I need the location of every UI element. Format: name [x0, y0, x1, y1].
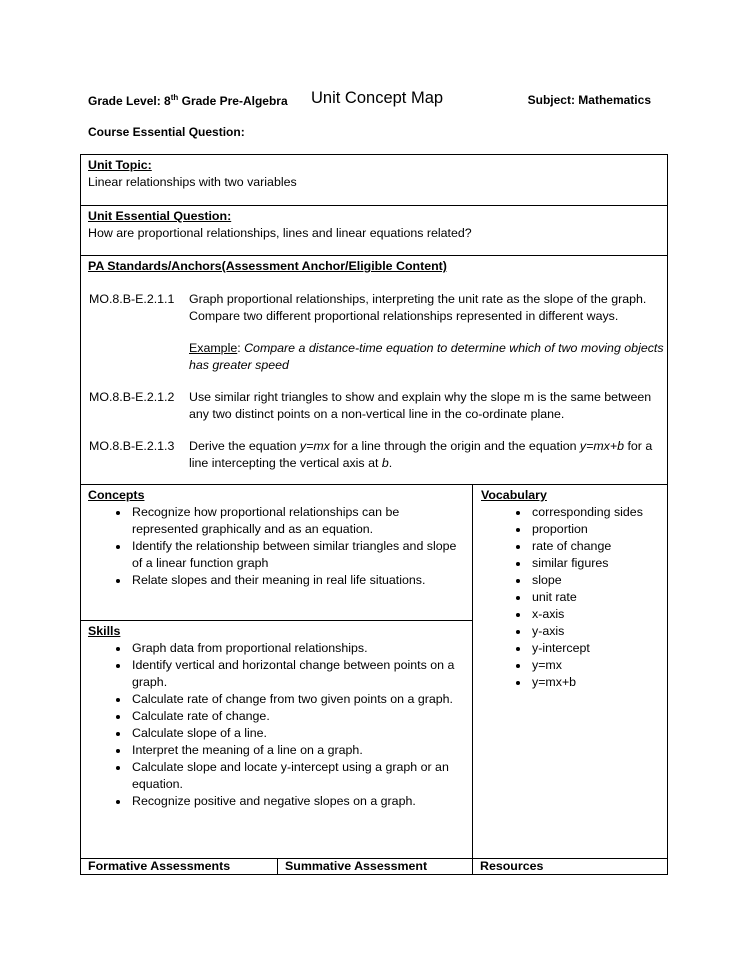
list-item: • rate of change [530, 538, 661, 555]
footer-row [80, 858, 668, 875]
concepts-list [88, 504, 465, 589]
standard-text: Graph proportional relationships, interpreting the unit rate as the slope of the graph. Compare two different proportional relationships represented in different ways. [189, 292, 647, 323]
vocabulary-label: Vocabulary [481, 488, 547, 502]
list-item: • Identify the relationship between similar triangles and slope of a linear function graph [130, 538, 465, 572]
standard-code: MO.8.B-E.2.1.1 [89, 292, 175, 306]
list-item: • Calculate slope of a line. [130, 725, 465, 742]
list-item: • slope [530, 572, 661, 589]
resources-label: Resources [472, 859, 668, 874]
list-item: • x-axis [530, 606, 661, 623]
unit-topic-label: Unit Topic: [88, 158, 152, 172]
vocabulary-cell [473, 485, 669, 693]
variable-b: b [381, 456, 389, 470]
example-text: Compare a distance-time equation to determine which of two moving objects has greater speed [189, 341, 664, 372]
list-item: • Calculate slope and locate y-intercept using a graph or an equation. [130, 759, 465, 793]
list-item: • Recognize positive and negative slopes on a graph. [130, 793, 465, 810]
skills-cell [81, 621, 472, 812]
summative-assessment-label: Summative Assessment [277, 859, 472, 874]
standards-box: PA Standards/Anchors(Assessment Anchor/Eligible Content) MO.8.B-E.2.1.1 Graph proportional relationships, interpreting the unit rate as the slope of the graph. Compare two different proportional relationships represented in different ways. Example: Compare a distance-time equation to determine which of two moving objects has greater speed MO.8.B-E.2.1.2 Use similar right triangles to show and explain why the slope m is the same between any two distinct points on a non-vertical line in the co-ordinate plane. MO.8.B-E.2.1.3 Derive the equation y=mx for a line through the origin and the equation y=mx+b for a line intercepting the vertical axis at b. [80, 255, 668, 484]
unit-topic-box [80, 154, 668, 205]
list-item: • Identify vertical and horizontal change between points on a graph. [130, 657, 465, 691]
list-item: • unit rate [530, 589, 661, 606]
list-item: • y-intercept [530, 640, 661, 657]
skills-list [88, 640, 465, 810]
equation-ymx: y=mx [299, 439, 330, 453]
grade-superscript: th [170, 93, 179, 102]
unit-topic-text: Linear relationships with two variables [88, 175, 297, 189]
list-item: • Calculate rate of change from two given points on a graph. [130, 691, 465, 708]
grade-label: Grade Level: 8 [88, 94, 171, 108]
list-item: • Graph data from proportional relationships. [130, 640, 465, 657]
grade-level [88, 93, 288, 108]
list-item: • Recognize how proportional relationships can be represented graphically and as an equation. [130, 504, 465, 538]
list-item: • y=mx+b [530, 674, 661, 691]
formative-assessments-label: Formative Assessments [88, 859, 231, 873]
list-item: • y=mx [530, 657, 661, 674]
vocabulary-list [481, 504, 661, 691]
equation-ymxb: y=mx+b [579, 439, 624, 453]
unit-question-box [80, 205, 668, 255]
concept-map-grid [80, 484, 668, 858]
list-item: • proportion [530, 521, 661, 538]
subject-label: Subject: Mathematics [527, 93, 651, 107]
unit-question-label: Unit Essential Question: [88, 209, 232, 223]
course-essential-question-label: Course Essential Question: [88, 125, 245, 139]
list-item: • Interpret the meaning of a line on a graph. [130, 742, 465, 759]
list-item: • Relate slopes and their meaning in real life situations. [130, 572, 465, 589]
grade-rest: Grade Pre-Algebra [178, 94, 288, 108]
standard-text: Use similar right triangles to show and explain why the slope m is the same between any two distinct points on a non-vertical line in the co-ordinate plane. [189, 390, 652, 421]
list-item: • y-axis [530, 623, 661, 640]
standard-text: Derive the equation y=mx for a line through the origin and the equation y=mx+b for a line intercepting the vertical axis at b. [189, 439, 653, 470]
standards-label: PA Standards/Anchors(Assessment Anchor/Eligible Content) [88, 259, 447, 273]
concepts-cell [81, 485, 472, 591]
concepts-label: Concepts [88, 488, 145, 502]
standard-code: MO.8.B-E.2.1.2 [89, 390, 175, 404]
list-item: • Calculate rate of change. [130, 708, 465, 725]
page-title: Unit Concept Map [311, 89, 444, 107]
list-item: • similar figures [530, 555, 661, 572]
unit-question-text: How are proportional relationships, lines and linear equations related? [88, 226, 472, 240]
example-label: Example [189, 341, 238, 355]
list-item: • corresponding sides [530, 504, 661, 521]
standard-code: MO.8.B-E.2.1.3 [89, 439, 175, 453]
skills-label: Skills [88, 624, 121, 638]
